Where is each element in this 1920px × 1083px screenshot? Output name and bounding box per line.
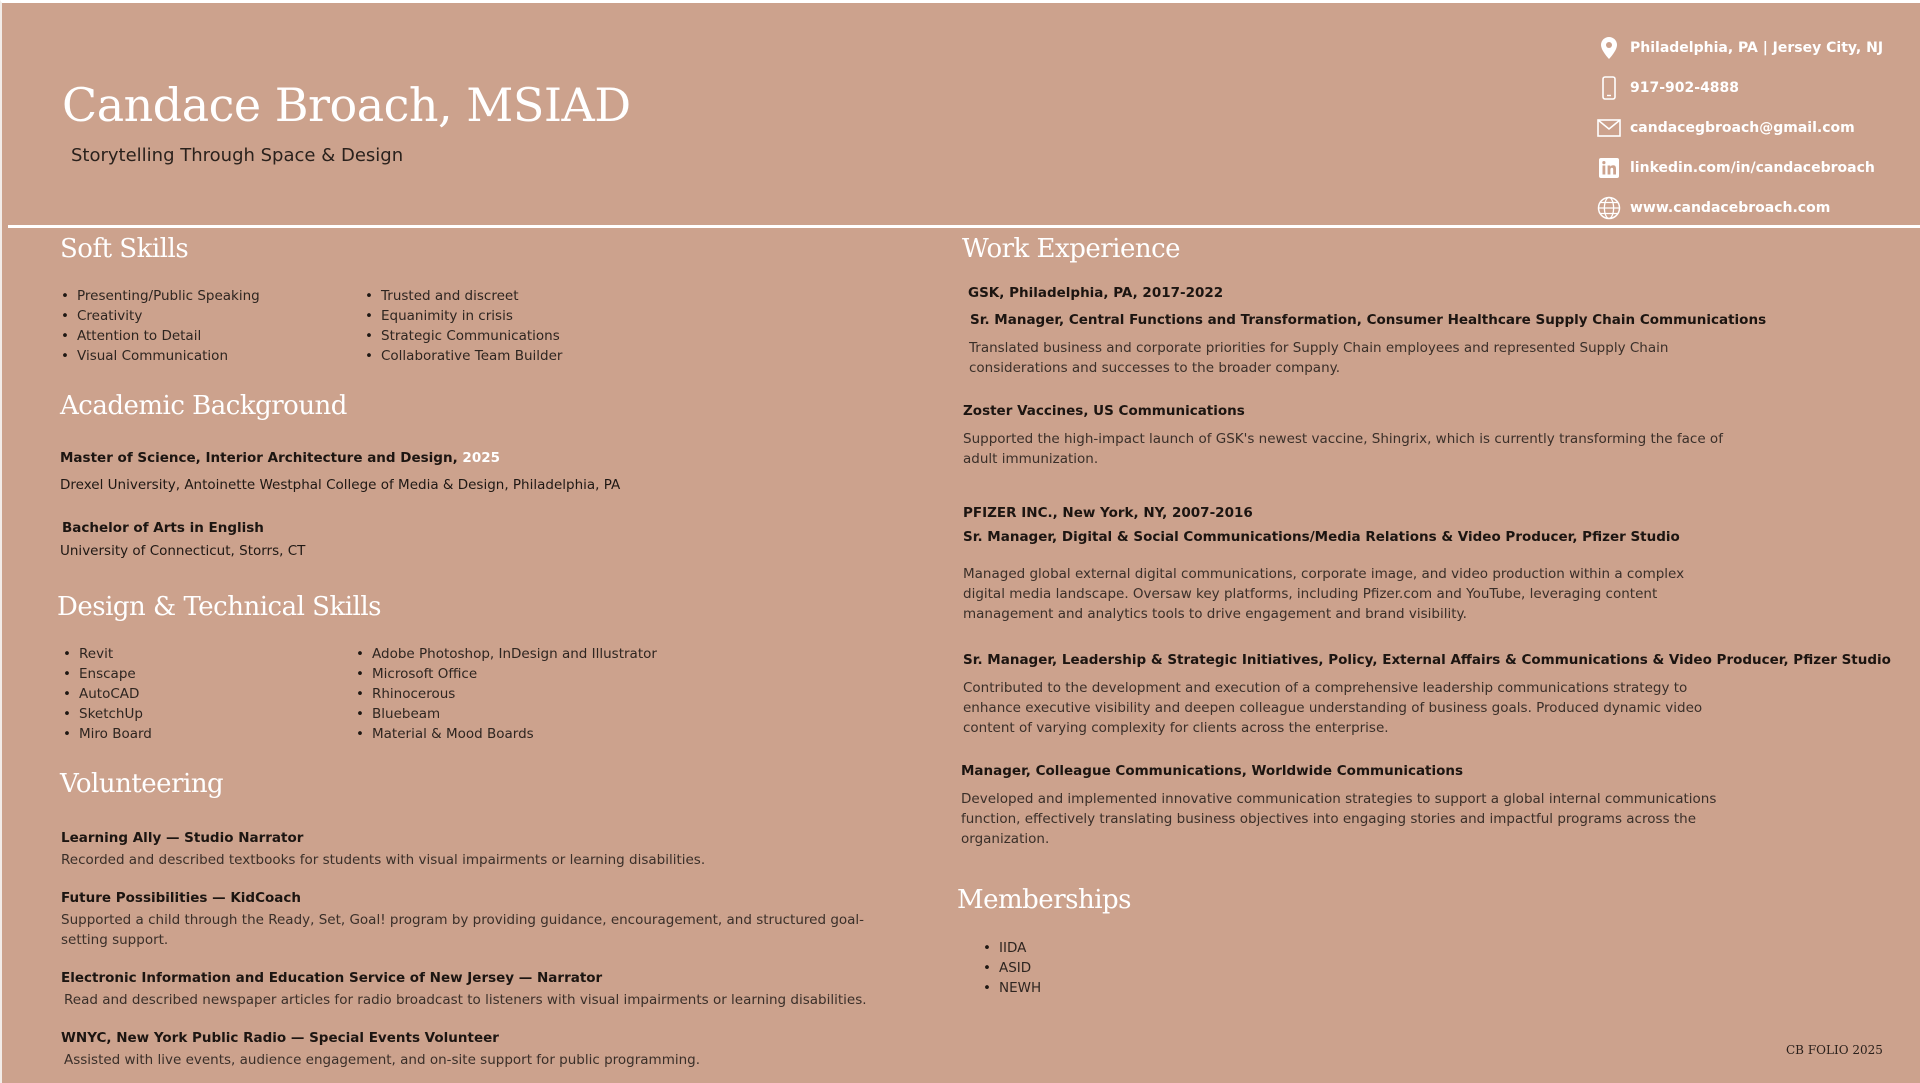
degree-masters-label: Master of Science, Interior Architecture and Design, <box>60 450 458 466</box>
resume-name: Candace Broach, MSIAD <box>62 78 631 132</box>
volunteer-desc: Read and described newspaper articles for radio broadcast to listeners with visual impairments or learning disabilities. <box>64 992 867 1008</box>
volunteer-heading: Electronic Information and Education Service of New Jersey — Narrator <box>61 970 603 986</box>
list-item: • Revit <box>79 644 152 664</box>
academic-title: Academic Background <box>60 391 347 421</box>
contact-email <box>1596 108 1916 148</box>
memberships-list <box>981 938 1041 998</box>
phone-icon <box>1596 75 1622 101</box>
tagline: Storytelling Through Space & Design <box>71 145 404 166</box>
design-skills-title: Design & Technical Skills <box>57 592 382 622</box>
contact-website <box>1596 188 1916 228</box>
contact-location <box>1596 28 1916 68</box>
location-text: Philadelphia, PA | Jersey City, NJ <box>1630 40 1884 56</box>
footer-label: CB FOLIO 2025 <box>1786 1043 1883 1057</box>
contact-block <box>1596 28 1916 228</box>
list-item: • IIDA <box>999 938 1041 958</box>
contact-linkedin <box>1596 148 1916 188</box>
volunteer-heading: WNYC, New York Public Radio — Special Events Volunteer <box>61 1030 499 1046</box>
list-item: • Visual Communication <box>77 346 260 366</box>
contact-phone <box>1596 68 1916 108</box>
header-divider <box>8 225 1920 228</box>
pfizer-desc-1: Managed global external digital communications, corporate image, and video production within a complex digital media landscape. Oversaw key platforms, including Pfizer.com and YouTube, leveraging content management and analytics tools to drive engagement and brand visibility. <box>963 566 1685 622</box>
pfizer-desc-2: Contributed to the development and execution of a comprehensive leadership communications strategy to enhance executive visibility and deepen colleague understanding of business goals. Produced dynamic video content of varying complexity for clients across the enterprise. <box>963 680 1703 736</box>
soft-skills-list-2 <box>363 286 562 366</box>
volunteer-heading: Future Possibilities — KidCoach <box>61 890 301 906</box>
gsk-desc-2: Supported the high-impact launch of GSK's newest vaccine, Shingrix, which is currently transforming the face of adult immunization. <box>963 431 1723 467</box>
website-link[interactable]: www.candacebroach.com <box>1630 200 1831 216</box>
list-item: • Equanimity in crisis <box>381 306 562 326</box>
gsk-role-1: Sr. Manager, Central Functions and Transformation, Consumer Healthcare Supply Chain Communications <box>970 312 1767 328</box>
list-item: • Presenting/Public Speaking <box>77 286 260 306</box>
list-item: • Trusted and discreet <box>381 286 562 306</box>
school-drexel: Drexel University, Antoinette Westphal College of Media & Design, Philadelphia, PA <box>60 477 621 493</box>
list-item: • Strategic Communications <box>381 326 562 346</box>
list-item: • Microsoft Office <box>372 664 657 684</box>
design-skills-list-2 <box>354 644 657 744</box>
volunteer-heading: Learning Ally — Studio Narrator <box>61 830 304 846</box>
volunteer-desc: Recorded and described textbooks for students with visual impairments or learning disabilities. <box>61 852 706 868</box>
list-item: • Creativity <box>77 306 260 326</box>
memberships-title: Memberships <box>957 885 1132 915</box>
phone-text[interactable]: 917-902-4888 <box>1630 80 1740 96</box>
volunteer-desc: Assisted with live events, audience engagement, and on-site support for public programming. <box>64 1052 701 1068</box>
globe-icon <box>1596 195 1622 221</box>
email-link[interactable]: candacegbroach@gmail.com <box>1630 120 1855 136</box>
list-item: • Enscape <box>79 664 152 684</box>
list-item: • Bluebeam <box>372 704 657 724</box>
school-uconn: University of Connecticut, Storrs, CT <box>60 543 306 559</box>
mail-icon <box>1596 115 1622 141</box>
list-item: • Collaborative Team Builder <box>381 346 562 366</box>
degree-bachelors: Bachelor of Arts in English <box>62 520 264 536</box>
linkedin-link[interactable]: linkedin.com/in/candacebroach <box>1630 160 1875 176</box>
gsk-company: GSK, Philadelphia, PA, 2017-2022 <box>968 285 1224 301</box>
location-pin-icon <box>1596 35 1622 61</box>
soft-skills-title: Soft Skills <box>60 234 189 264</box>
pfizer-desc-3: Developed and implemented innovative communication strategies to support a global internal communications function, effectively translating business objectives into engaging stories and impactful programs across the organization. <box>961 791 1717 847</box>
list-item: • Adobe Photoshop, InDesign and Illustrator <box>372 644 657 664</box>
pfizer-role-3: Manager, Colleague Communications, Worldwide Communications <box>961 763 1464 779</box>
pfizer-role-1: Sr. Manager, Digital & Social Communications/Media Relations & Video Producer, Pfizer Studio <box>963 529 1680 545</box>
linkedin-icon <box>1596 155 1622 181</box>
pfizer-company: PFIZER INC., New York, NY, 2007-2016 <box>963 505 1253 521</box>
gsk-role-2: Zoster Vaccines, US Communications <box>963 403 1245 419</box>
list-item: • Rhinocerous <box>372 684 657 704</box>
list-item: • Material & Mood Boards <box>372 724 657 744</box>
list-item: • NEWH <box>999 978 1041 998</box>
design-skills-list-1 <box>61 644 152 744</box>
pfizer-role-2: Sr. Manager, Leadership & Strategic Initiatives, Policy, External Affairs & Communications & Video Producer, Pfizer Studio <box>963 652 1891 668</box>
volunteering-title: Volunteering <box>60 769 224 799</box>
work-experience-title: Work Experience <box>962 234 1181 264</box>
gsk-desc-1: Translated business and corporate priorities for Supply Chain employees and represented Supply Chain considerations and successes to the broader company. <box>969 340 1669 376</box>
volunteer-desc: Supported a child through the Ready, Set, Goal! program by providing guidance, encouragement, and structured goal-setting support. <box>61 912 865 948</box>
degree-masters-year: 2025 <box>462 450 500 466</box>
list-item: • Attention to Detail <box>77 326 260 346</box>
list-item: • Miro Board <box>79 724 152 744</box>
list-item: • AutoCAD <box>79 684 152 704</box>
soft-skills-list-1 <box>59 286 260 366</box>
degree-masters <box>60 450 500 466</box>
list-item: • SketchUp <box>79 704 152 724</box>
list-item: • ASID <box>999 958 1041 978</box>
